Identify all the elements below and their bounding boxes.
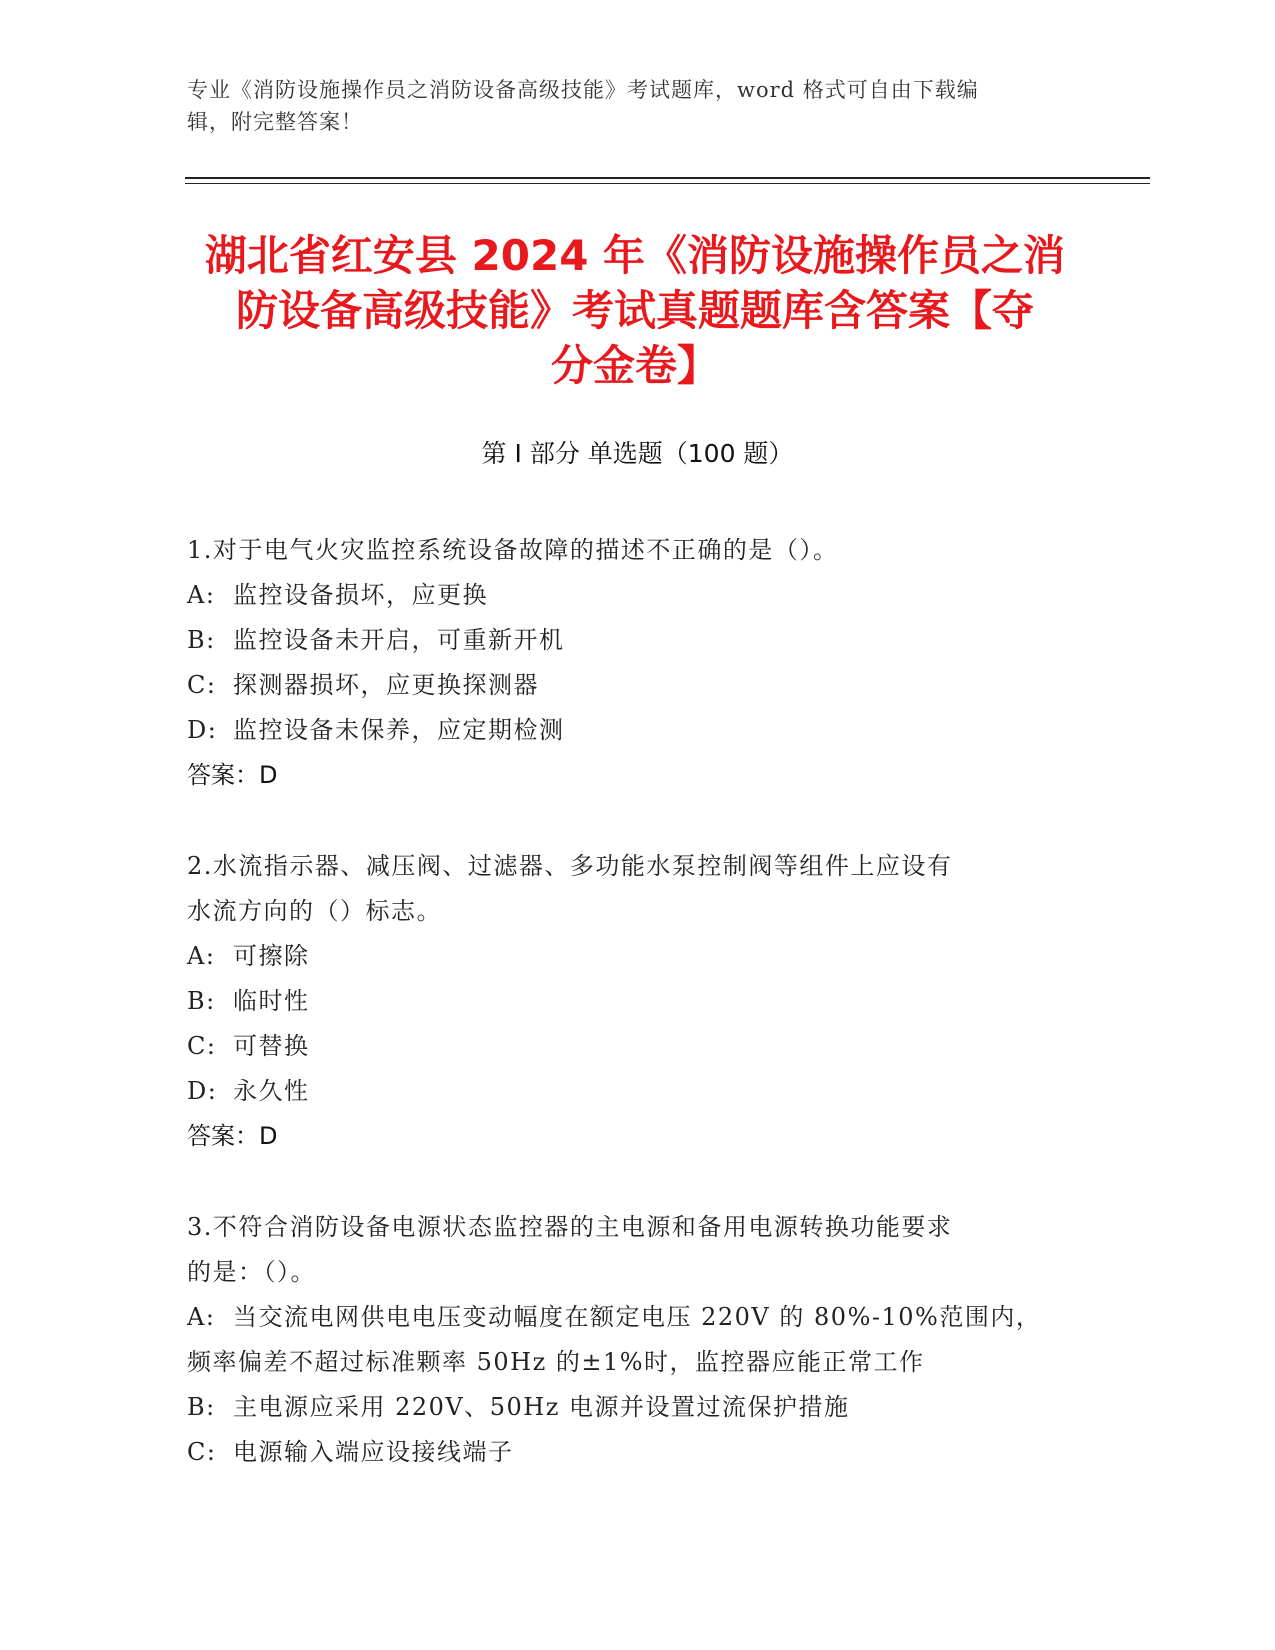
option-text: 监控设备未保养，应定期检测 <box>233 716 565 744</box>
question-stem-line-2: 水流方向的（）标志。 <box>187 897 442 925</box>
option-label: C: <box>187 671 217 699</box>
option-label: A: <box>187 942 216 970</box>
option-a-continued: 频率偏差不超过标准颗率 50Hz 的±1%时，监控器应能正常工作 <box>187 1348 925 1376</box>
answer: 答案：D <box>187 1122 278 1150</box>
header-note-line-1: 专业《消防设施操作员之消防设备高级技能》考试题库，word 格式可自由下载编 <box>187 78 979 102</box>
question-stem-line-1: 3.不符合消防设备电源状态监控器的主电源和备用电源转换功能要求 <box>187 1213 953 1241</box>
option-d <box>187 708 1067 753</box>
document-title-line-1: 湖北省红安县 2024 年《消防设施操作员之消 <box>204 231 1066 280</box>
option-c <box>187 1024 1067 1069</box>
option-c <box>187 1430 1067 1475</box>
option-a <box>187 573 1067 618</box>
option-c <box>187 663 1067 708</box>
document-title-line-3: 分金卷】 <box>550 341 719 390</box>
option-label: C: <box>187 1438 217 1466</box>
question-3 <box>187 1205 1067 1475</box>
option-b <box>187 1385 1067 1430</box>
option-text: 电源输入端应设接线端子 <box>233 1438 514 1466</box>
question-stem-line-2: 的是：（）。 <box>187 1258 316 1286</box>
option-text: 探测器损坏，应更换探测器 <box>233 671 539 699</box>
header-note-line-2: 辑，附完整答案！ <box>187 110 363 134</box>
header-rule-thick <box>185 177 1150 179</box>
option-text: 永久性 <box>233 1077 310 1105</box>
question-stem-line-1: 2.水流指示器、减压阀、过滤器、多功能水泵控制阀等组件上应设有 <box>187 852 953 880</box>
option-label: A: <box>187 1303 216 1331</box>
option-label: B: <box>187 626 216 654</box>
document-title-line-2: 防设备高级技能》考试真题题库含答案【夺 <box>235 286 1034 335</box>
header-note <box>187 74 1077 138</box>
option-text: 主电源应采用 220V、50Hz 电源并设置过流保护措施 <box>233 1393 850 1421</box>
document-title <box>175 228 1095 393</box>
answer: 答案：D <box>187 761 278 789</box>
option-a <box>187 1295 1067 1340</box>
option-label: C: <box>187 1032 217 1060</box>
section-title: 第 I 部分 单选题（100 题） <box>481 439 794 468</box>
option-text: 临时性 <box>233 987 310 1015</box>
option-label: B: <box>187 987 216 1015</box>
option-label: D: <box>187 1077 218 1105</box>
option-b <box>187 979 1067 1024</box>
option-label: A: <box>187 581 216 609</box>
option-text: 可替换 <box>233 1032 310 1060</box>
header-rule-thin <box>185 183 1150 184</box>
option-label: B: <box>187 1393 216 1421</box>
option-text: 当交流电网供电电压变动幅度在额定电压 220V 的 80%-10%范围内， <box>233 1303 1042 1331</box>
question-stem: 1.对于电气火灾监控系统设备故障的描述不正确的是（）。 <box>187 536 839 564</box>
option-b <box>187 618 1067 663</box>
option-text: 监控设备损坏，应更换 <box>233 581 488 609</box>
option-label: D: <box>187 716 218 744</box>
question-list <box>187 528 1067 1521</box>
option-d <box>187 1069 1067 1114</box>
question-1 <box>187 528 1067 798</box>
option-text: 监控设备未开启，可重新开机 <box>233 626 565 654</box>
option-text: 可擦除 <box>233 942 310 970</box>
question-2 <box>187 844 1067 1159</box>
option-a <box>187 934 1067 979</box>
